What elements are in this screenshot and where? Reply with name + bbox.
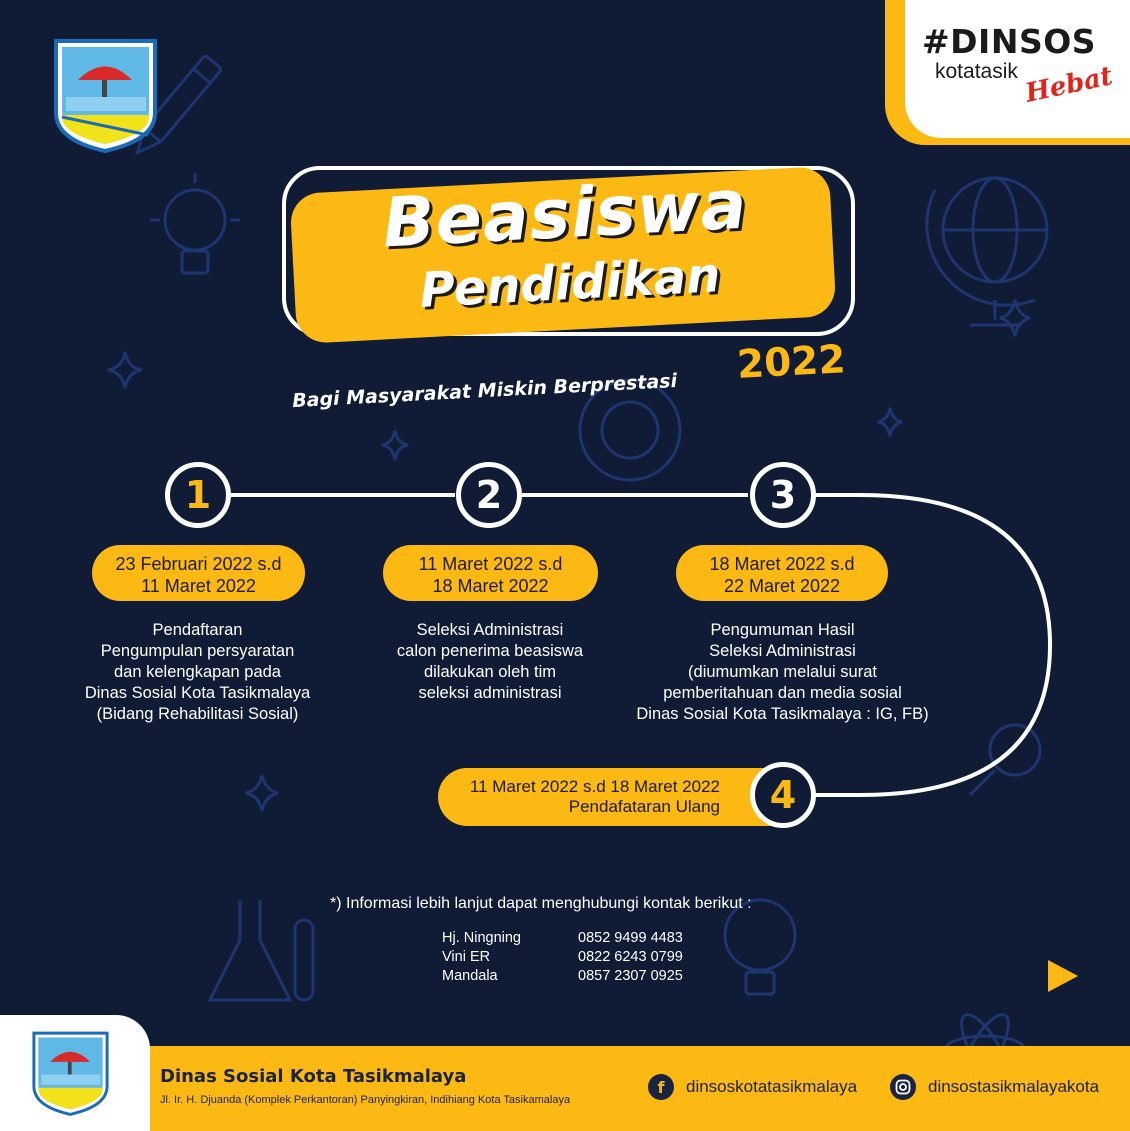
step-3-description [625, 620, 940, 725]
step-3-desc-line: (diumumkan melalui surat [688, 663, 877, 681]
step-1-desc-line: (Bidang Rehabilitasi Sosial) [96, 705, 299, 723]
step-2-date-line1: 11 Maret 2022 s.d [418, 554, 563, 574]
subtitle: Bagi Masyarakat Miskin Berprestasi [291, 369, 678, 413]
step-4-date [438, 768, 778, 826]
step-1-desc-line: dan kelengkapan pada [114, 663, 281, 681]
step-1-desc-line: Pendaftaran [152, 621, 243, 639]
step-2-circle [456, 462, 522, 528]
step-2-description [370, 620, 610, 704]
step-4-circle [750, 762, 816, 828]
contact-phone: 0857 2307 0925 [578, 968, 683, 984]
step-3-circle [750, 462, 816, 528]
step-2-date-line2: 18 Maret 2022 [432, 576, 549, 596]
step-1-circle [165, 462, 231, 528]
step-3-desc-line: Dinas Sosial Kota Tasikmalaya : IG, FB) [636, 705, 929, 723]
step-1-date-line1: 23 Februari 2022 s.d [115, 554, 282, 574]
step-1-desc-line: Pengumpulan persyaratan [100, 642, 295, 660]
step-1-description [65, 620, 330, 725]
step-3-date [676, 545, 888, 601]
step-3-date-line2: 22 Maret 2022 [723, 576, 841, 596]
step-2-number: 2 [475, 473, 503, 517]
footer-emblem-logo [28, 1028, 113, 1118]
step-1-date [92, 545, 305, 601]
step-3-desc-line: Seleksi Administrasi [709, 642, 856, 660]
play-arrow-icon [1048, 960, 1078, 992]
footer-address: Jl. Ir. H. Djuanda (Komplek Perkantoran) Panyingkiran, Indihiang Kota Tasikamalaya [160, 1094, 571, 1106]
step-1-desc-line: Dinas Sosial Kota Tasikmalaya [84, 684, 311, 702]
step-2-date [383, 545, 598, 601]
contact-note: *) Informasi lebih lanjut dapat menghubungi kontak berikut : [330, 895, 752, 912]
slogan-label: Hebat [1022, 61, 1116, 109]
contact-phone: 0822 6243 0799 [578, 949, 683, 965]
step-4-date-line2: Pendafataran Ulang [568, 797, 720, 816]
contact-name: Vini ER [442, 949, 491, 965]
step-1-date-line2: 11 Maret 2022 [141, 576, 256, 596]
step-2-desc-line: Seleksi Administrasi [416, 621, 564, 639]
city-label: kotatasik [935, 60, 1018, 83]
step-2-desc-line: calon penerima beasiswa [396, 642, 584, 660]
contact-phone: 0852 9499 4483 [578, 930, 683, 946]
step-3-number: 3 [769, 473, 797, 517]
step-4-number: 4 [769, 773, 797, 817]
step-1-number: 1 [184, 473, 212, 517]
step-2-desc-line: dilakukan oleh tim [423, 663, 557, 681]
title-line2: Pendidikan [418, 247, 722, 319]
title-line1: Beasiswa [380, 165, 750, 264]
step-4-date-line1: 11 Maret 2022 s.d 18 Maret 2022 [469, 777, 720, 796]
footer-org-name: Dinas Sosial Kota Tasikmalaya [160, 1066, 467, 1087]
step-3-date-line1: 18 Maret 2022 s.d [709, 554, 855, 574]
step-3-desc-line: Pengumuman Hasil [710, 621, 855, 639]
instagram-glyph [895, 1079, 911, 1095]
hashtag-label: #DINSOS [922, 22, 1097, 61]
instagram-icon[interactable] [890, 1074, 916, 1100]
contact-name: Mandala [442, 968, 498, 984]
instagram-handle[interactable]: dinsostasikmalayakota [928, 1077, 1100, 1096]
facebook-handle[interactable]: dinsoskotatasikmalaya [686, 1077, 858, 1096]
step-2-desc-line: seleksi administrasi [418, 684, 562, 702]
step-3-desc-line: pemberitahuan dan media sosial [663, 684, 902, 702]
year: 2022 [735, 337, 847, 388]
facebook-icon[interactable]: f [648, 1074, 674, 1100]
contact-name: Hj. Ningning [442, 930, 521, 946]
